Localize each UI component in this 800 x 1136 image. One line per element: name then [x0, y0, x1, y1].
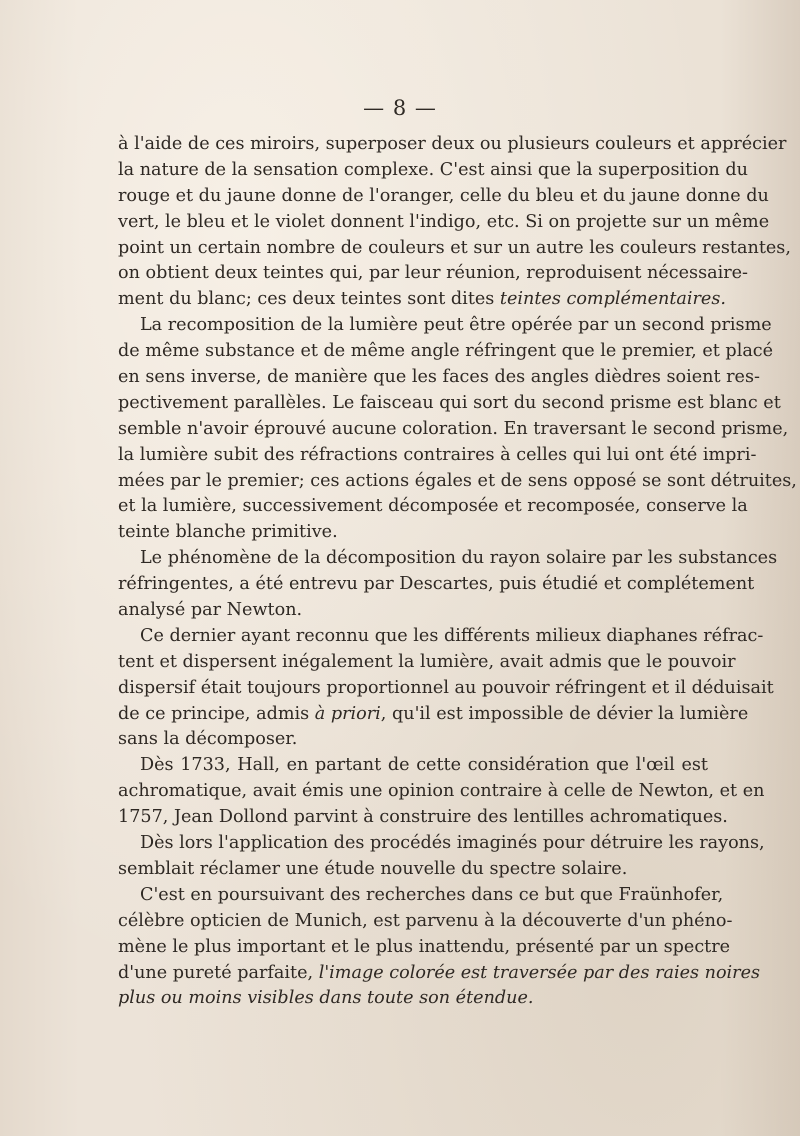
paragraph-5: [118, 753, 765, 831]
text-run: , qu'il est impossible de dévier la lumière: [380, 703, 749, 724]
text-line: dispersif était toujours proportionnel au pouvoir réfringent et il déduisait: [118, 677, 774, 698]
text-line: 1757, Jean Dollond parvint à construire des lentilles achromatiques.: [118, 807, 728, 828]
text-line: rouge et du jaune donne de l'oranger, celle du bleu et du jaune donne du: [118, 185, 769, 206]
italic-term: l'image colorée est traversée par des raies noires: [318, 962, 761, 983]
paragraph-3: [118, 546, 778, 624]
text-run: d'une pureté parfaite,: [118, 962, 319, 983]
text-line: vert, le bleu et le violet donnent l'indigo, etc. Si on projette sur un même: [118, 211, 770, 232]
text-line: La recomposition de la lumière peut être opérée par un second prisme: [140, 315, 772, 336]
text-line: semble n'avoir éprouvé aucune coloration. En traversant le second prisme,: [118, 418, 789, 439]
text-line: Ce dernier ayant reconnu que les différents milieux diaphanes réfrac-: [140, 625, 764, 646]
text-line: Le phénomène de la décomposition du rayon solaire par les substances: [140, 548, 778, 569]
text-line: mène le plus important et le plus inattendu, présenté par un spectre: [118, 936, 731, 957]
text-line: teinte blanche primitive.: [118, 522, 338, 543]
text-line: [118, 961, 761, 987]
paragraph-2: [118, 313, 797, 546]
text-line: Dès 1733, Hall, en partant de cette considération que l'œil est: [140, 755, 708, 776]
body-text: [118, 132, 797, 1012]
text-line: analysé par Newton.: [118, 600, 303, 621]
text-line: semblait réclamer une étude nouvelle du spectre solaire.: [118, 858, 628, 879]
italic-term: teintes complémentaires.: [499, 289, 726, 310]
text-line: et la lumière, successivement décomposée et recomposée, conserve la: [118, 496, 748, 517]
text-line: on obtient deux teintes qui, par leur réunion, reproduisent nécessaire-: [118, 263, 748, 284]
paragraph-7: [118, 883, 761, 1012]
page-number: — 8 —: [363, 96, 437, 120]
text-line: réfringentes, a été entrevu par Descartes, puis étudié et complétement: [118, 574, 755, 595]
text-line: plus ou moins visibles dans toute son étendue.: [118, 988, 534, 1009]
italic-term: à priori: [314, 703, 381, 724]
text-line: de même substance et de même angle réfringent que le premier, et placé: [118, 341, 774, 362]
text-line: point un certain nombre de couleurs et sur un autre les couleurs restantes,: [118, 237, 791, 258]
paragraph-4: [118, 624, 774, 753]
text-line: sans la décomposer.: [118, 729, 298, 750]
text-line: achromatique, avait émis une opinion contraire à celle de Newton, et en: [118, 781, 765, 802]
text-run: ment du blanc; ces deux teintes sont dites: [118, 289, 500, 310]
text-line: la lumière subit des réfractions contraires à celles qui lui ont été impri-: [118, 444, 757, 465]
paragraph-6: [118, 831, 765, 883]
paragraph-1: [118, 132, 791, 313]
text-line: tent et dispersent inégalement la lumière, avait admis que le pouvoir: [118, 651, 736, 672]
text-line: la nature de la sensation complexe. C'est ainsi que la superposition du: [118, 159, 748, 180]
text-line: pectivement parallèles. Le faisceau qui sort du second prisme est blanc et: [118, 392, 781, 413]
text-line: en sens inverse, de manière que les faces des angles dièdres soient res-: [118, 367, 760, 388]
text-line: [118, 287, 726, 313]
text-line: mées par le premier; ces actions égales et de sens opposé se sont détruites,: [118, 470, 797, 491]
text-line: célèbre opticien de Munich, est parvenu à la découverte d'un phéno-: [118, 910, 733, 931]
text-line: [118, 702, 749, 728]
text-line: C'est en poursuivant des recherches dans ce but que Fraünhofer,: [140, 884, 724, 905]
text-line: Dès lors l'application des procédés imaginés pour détruire les rayons,: [140, 833, 765, 854]
text-line: à l'aide de ces miroirs, superposer deux ou plusieurs couleurs et apprécier: [118, 134, 787, 154]
text-run: de ce principe, admis: [118, 703, 315, 724]
